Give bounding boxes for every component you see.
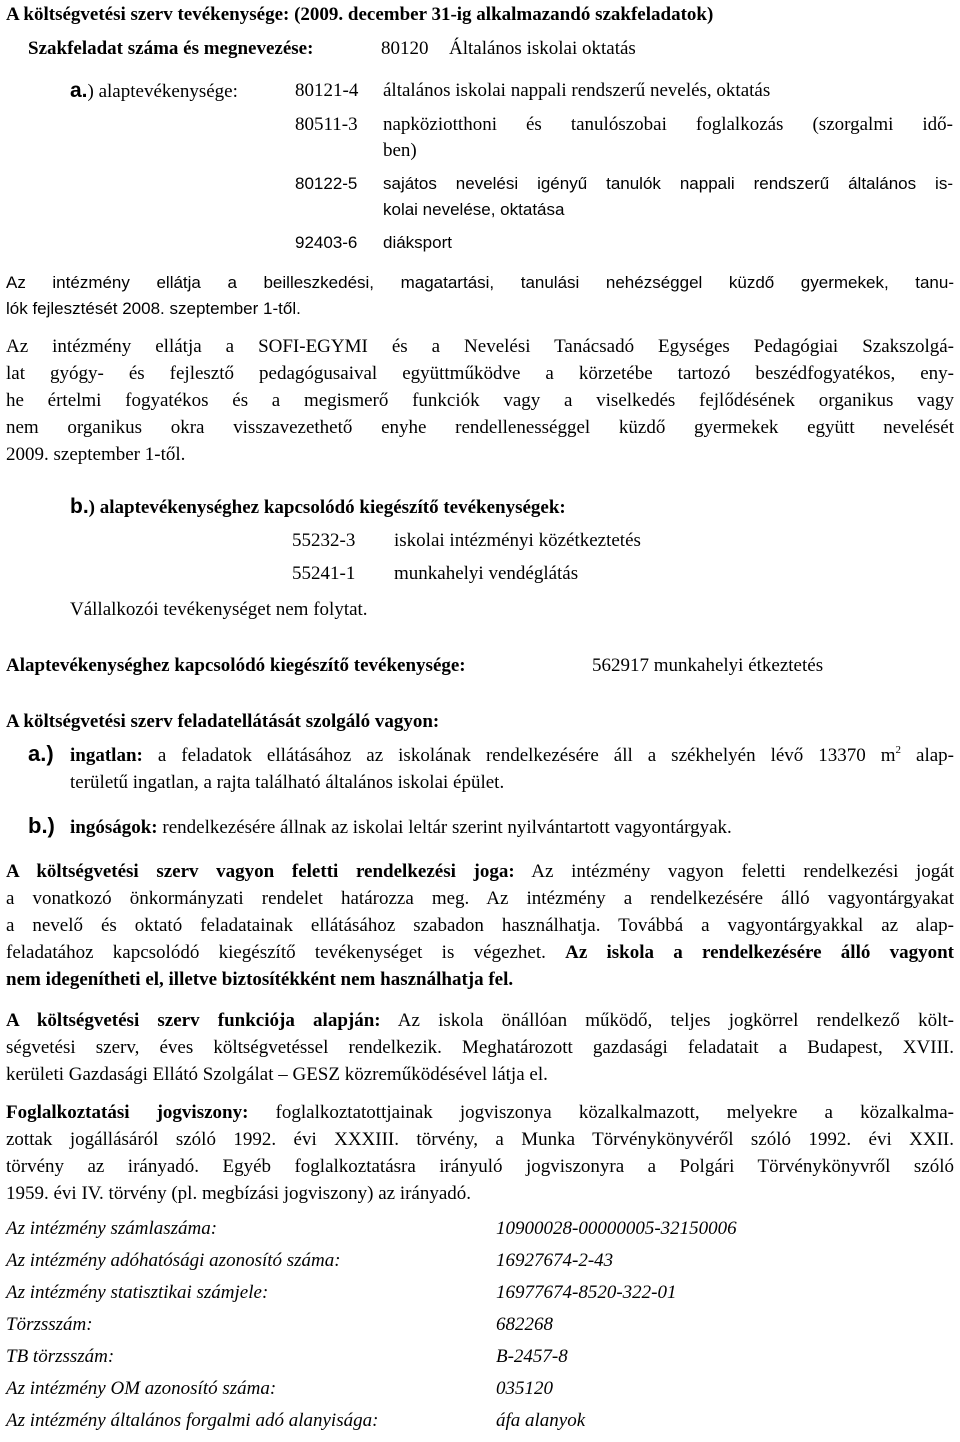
foglalkoztatasi-line4: 1959. évi IV. törvény (pl. megbízási jogviszony) az irányadó. [6, 1183, 472, 1204]
foglalkoztatasi-lead: Foglalkoztatási jogviszony: [6, 1102, 249, 1123]
alap-text-3-line1: sajátos nevelési igényű tanulók nappali rendszerű általános is- [383, 174, 953, 193]
alap-text-4: diáksport [383, 233, 452, 252]
alaptevekenyseg-prefix: a. [70, 79, 88, 102]
vagyon-a-line1 [70, 743, 954, 769]
info-key: Az intézmény általános forgalmi adó alanyisága: [6, 1410, 379, 1431]
foglalkoztatasi-line1 [6, 1100, 954, 1126]
alap-code-1: 80121-4 [295, 80, 359, 101]
vagyon-b-text: rendelkezésére állnak az iskolai leltár szerint nyilvántartott vagyontárgyak. [157, 817, 732, 838]
info-key: Törzsszám: [6, 1314, 93, 1335]
alap-code-2: 80511-3 [295, 114, 358, 135]
para1-line2: lók fejlesztését 2008. szeptember 1-től. [6, 299, 301, 318]
info-key: Az intézmény adóhatósági azonosító száma: [6, 1250, 341, 1271]
funkcio-line1-rest: Az iskola önállóan működő, teljes jogkörrel rendelkező költ- [380, 1010, 954, 1031]
table-row [6, 1344, 737, 1376]
vagyon-a-label: a.) [28, 741, 54, 766]
funkcio-lead: A költségvetési szerv funkciója alapján: [6, 1010, 381, 1031]
table-row [6, 1280, 737, 1312]
para2-line1: Az intézmény ellátja a SOFI-EGYMI és a Nevelési Tanácsadó Egységes Pedagógiai Szakszolgá- [6, 336, 954, 357]
foglalkoztatasi-line2: zottak jogállásáról szóló 1992. évi XXXIII. törvény, a Munka Törvénykönyvéről szóló 1992. évi XXII. [6, 1129, 954, 1150]
para2-line3: he értelmi fogyatékos és a megismerő funkciók vagy a viselkedés fejlődésének organikus vagy [6, 390, 954, 411]
vagyon-a-text: a feladatok ellátásához az iskolának rendelkezésére áll a székhelyén lévő 13370 m [142, 745, 896, 766]
info-value: B-2457-8 [496, 1346, 568, 1367]
alap-kieg-value: 562917 munkahelyi étkeztetés [592, 655, 824, 676]
table-row [6, 1312, 737, 1344]
kiegeszito-heading-text: ) alaptevékenységhez kapcsolódó kiegészítő tevékenységek: [88, 497, 566, 518]
funkcio-line3: kerületi Gazdasági Ellátó Szolgálat – GESZ közreműködésével látja el. [6, 1064, 548, 1085]
info-value: áfa alanyok [496, 1410, 586, 1431]
alap-code-3: 80122-5 [295, 174, 358, 193]
table-row [6, 1248, 737, 1280]
info-value: 16977674-8520-322-01 [496, 1282, 677, 1303]
szakfeladat-name: Általános iskolai oktatás [449, 38, 636, 59]
rendelkezesi-line1 [6, 859, 954, 885]
rendelkezesi-line4-plain: feladatához kapcsolódó kiegészítő tevékenységet is végezhet. [6, 942, 566, 963]
para2-line5: 2009. szeptember 1-től. [6, 444, 186, 465]
rendelkezesi-line4-bold: Az iskola a rendelkezésére álló vagyont [565, 942, 954, 963]
para2-line4: nem organikus okra visszavezethető enyhe rendellenességgel küzdő gyermekek együtt nevelését [6, 417, 954, 438]
table-row [6, 1408, 737, 1440]
alap-text-2-line2: ben) [383, 140, 417, 161]
alaptevekenyseg-label-text: ) alaptevékenysége: [87, 81, 238, 102]
szakfeladat-code: 80120 [381, 38, 429, 59]
vagyon-a-text-end: alap- [901, 745, 954, 766]
vagyon-a-line2: területű ingatlan, a rajta található általános iskolai épület. [70, 772, 505, 793]
info-value: 10900028-00000005-32150006 [496, 1218, 737, 1239]
document-title: A költségvetési szerv tevékenysége: (2009. december 31-ig alkalmazandó szakfeladatok) [6, 4, 714, 25]
rendelkezesi-line4 [6, 940, 954, 966]
vallalkozoi-text: Vállalkozói tevékenységet nem folytat. [70, 599, 368, 620]
info-value: 035120 [496, 1378, 553, 1399]
rendelkezesi-line3: a nevelő és oktató feladatainak ellátásához szabadon használhatja. Továbbá a vagyontárgyakkal az alap- [6, 915, 954, 936]
vagyon-a-term: ingatlan: [70, 745, 143, 766]
kieg-text-1: iskolai intézményi közétkeztetés [394, 530, 641, 551]
info-key: Az intézmény OM azonosító száma: [6, 1378, 277, 1399]
info-value: 16927674-2-43 [496, 1250, 614, 1271]
info-table [6, 1216, 737, 1440]
vagyon-b-line [70, 815, 732, 841]
vagyon-a-sup: 2 [895, 744, 902, 756]
szakfeladat-label: Szakfeladat száma és megnevezése: [28, 38, 314, 59]
para1-line1: Az intézmény ellátja a beilleszkedési, magatartási, tanulási nehézséggel küzdő gyermekek, tanu- [6, 273, 954, 292]
alap-text-2-line1: napköziotthoni és tanulószobai foglalkozás (szorgalmi idő- [383, 114, 953, 135]
kiegeszito-prefix: b. [70, 495, 89, 518]
funkcio-line1 [6, 1008, 954, 1034]
vagyon-b-term: ingóságok: [70, 817, 158, 838]
kieg-code-2: 55241-1 [292, 563, 356, 584]
foglalkoztatasi-line1-rest: foglalkoztatottjainak jogviszonya közalkalmazott, melyekre a közalkalma- [248, 1102, 954, 1123]
kiegeszito-heading [70, 494, 566, 521]
table-row [6, 1216, 737, 1248]
alaptevekenyseg-label [70, 78, 238, 105]
rendelkezesi-lead: A költségvetési szerv vagyon feletti rendelkezési joga: [6, 861, 515, 882]
funkcio-line2: ségvetési szerv, éves költségvetéssel rendelkezik. Meghatározott gazdasági feladatait a Budapest, XVIII. [6, 1037, 954, 1058]
info-key: Az intézmény számlaszáma: [6, 1218, 218, 1239]
kieg-text-2: munkahelyi vendéglátás [394, 563, 579, 584]
alap-code-4: 92403-6 [295, 233, 358, 252]
info-value: 682268 [496, 1314, 553, 1335]
info-key: Az intézmény statisztikai számjele: [6, 1282, 269, 1303]
para2-line2: lat gyógy- és fejlesztő pedagógusaival együttműködve a körzetébe tartozó beszédfogyatékos, eny- [6, 363, 954, 384]
alap-text-3-line2: kolai nevelése, oktatása [383, 200, 565, 219]
rendelkezesi-line2: a vonatkozó önkormányzati rendelet határozza meg. Az intézmény a rendelkezésére álló vagyontárgyakat [6, 888, 954, 909]
rendelkezesi-line1-rest: Az intézmény vagyon feletti rendelkezési jogát [514, 861, 954, 882]
foglalkoztatasi-line3: törvény az irányadó. Egyéb foglalkoztatásra irányuló jogviszonyra a Polgári Törvénykönyvről szóló [6, 1156, 954, 1177]
rendelkezesi-line5: nem idegenítheti el, illetve biztosítékként nem használhatja fel. [6, 969, 514, 990]
table-row [6, 1376, 737, 1408]
alap-text-1: általános iskolai nappali rendszerű nevelés, oktatás [383, 80, 771, 101]
alap-kieg-label: Alaptevékenységhez kapcsolódó kiegészítő tevékenysége: [6, 655, 466, 676]
info-key: TB törzsszám: [6, 1346, 115, 1367]
vagyon-b-label: b.) [28, 813, 55, 838]
vagyon-heading: A költségvetési szerv feladatellátását szolgáló vagyon: [6, 711, 440, 732]
kieg-code-1: 55232-3 [292, 530, 356, 551]
